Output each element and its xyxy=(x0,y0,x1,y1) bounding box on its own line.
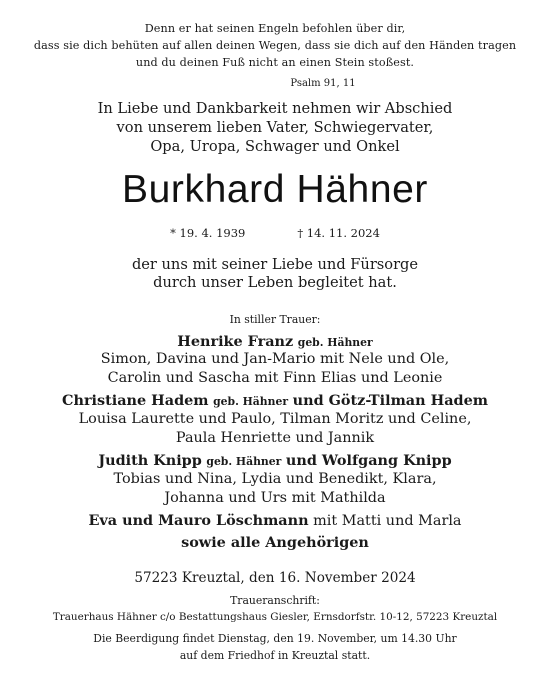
family3-line-2: Johanna und Urs mit Mathilda xyxy=(164,490,386,506)
family4-line xyxy=(0,512,550,529)
verse-line-2: dass sie dich behüten auf allen deinen Wegen, dass sie dich auf den Händen tragen xyxy=(33,39,517,52)
birth-date: * 19. 4. 1939 xyxy=(170,226,246,240)
family3-heading xyxy=(0,452,550,469)
family1-name: Henrike Franz xyxy=(177,333,294,350)
life-dates xyxy=(0,226,550,240)
family2-geb: geb. Hähner xyxy=(213,395,289,408)
all-relatives: sowie alle Angehörigen xyxy=(181,534,369,551)
intro-line-3: Opa, Uropa, Schwager und Onkel xyxy=(150,138,400,155)
family1-geb: geb. Hähner xyxy=(297,336,373,349)
epitaph-line-1: der uns mit seiner Liebe und Fürsorge xyxy=(131,256,419,273)
verse-line-1: Denn er hat seinen Engeln befohlen über dir, xyxy=(144,22,406,35)
family1-line-2: Carolin und Sascha mit Finn Elias und Leonie xyxy=(107,370,443,386)
deceased-name: Burkhard Hähner xyxy=(122,168,428,211)
address-label: Traueranschrift: xyxy=(230,594,320,607)
funeral-info-line-2: auf dem Friedhof in Kreuztal statt. xyxy=(179,649,371,662)
family4-name: Eva und Mauro Löschmann xyxy=(88,512,309,529)
mourning-intro: In stiller Trauer: xyxy=(229,313,321,326)
verse-source: Psalm 91, 11 xyxy=(290,78,356,89)
family3-name: Judith Knipp xyxy=(98,452,202,469)
family4-rest: mit Matti und Marla xyxy=(313,513,462,529)
epitaph-line-2: durch unser Leben begleitet hat. xyxy=(153,274,397,291)
intro-line-1: In Liebe und Dankbarkeit nehmen wir Abschied xyxy=(97,100,453,117)
family3-partner: und Wolfgang Knipp xyxy=(285,452,452,469)
place-date: 57223 Kreuztal, den 16. November 2024 xyxy=(134,570,416,586)
funeral-info-line-1: Die Beerdigung findet Dienstag, den 19. November, um 14.30 Uhr xyxy=(93,632,457,645)
family2-line-2: Paula Henriette und Jannik xyxy=(175,430,375,446)
family2-name: Christiane Hadem xyxy=(62,392,209,409)
intro-line-2: von unserem lieben Vater, Schwiegervater, xyxy=(116,119,434,136)
verse-line-3: und du deinen Fuß nicht an einen Stein stoßest. xyxy=(135,56,415,69)
family2-line-1: Louisa Laurette und Paulo, Tilman Moritz und Celine, xyxy=(78,411,472,427)
family1-line-1: Simon, Davina und Jan-Mario mit Nele und Ole, xyxy=(100,351,450,367)
family3-geb: geb. Hähner xyxy=(206,455,282,468)
family1-heading xyxy=(0,333,550,350)
family3-line-1: Tobias und Nina, Lydia und Benedikt, Klara, xyxy=(113,471,437,487)
family2-heading xyxy=(0,392,550,409)
funeral-address: Trauerhaus Hähner c/o Bestattungshaus Giesler, Ernsdorfstr. 10-12, 57223 Kreuztal xyxy=(52,611,498,623)
death-date: † 14. 11. 2024 xyxy=(297,226,380,240)
family2-partner: und Götz-Tilman Hadem xyxy=(292,392,488,409)
